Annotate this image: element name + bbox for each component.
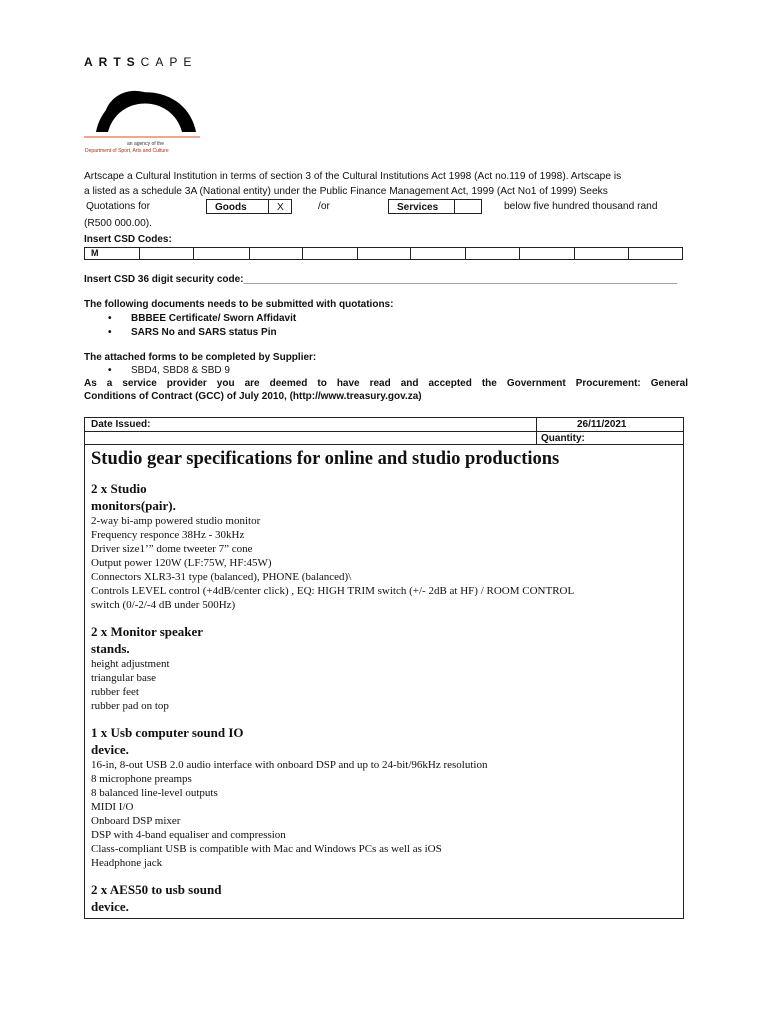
csd-codes-label: Insert CSD Codes: bbox=[84, 234, 172, 245]
spec-item-title: 2 x Studio bbox=[91, 481, 147, 496]
spec-line: Controls LEVEL control (+4dB/center click) , EQ: HIGH TRIM switch (+/- 2dB at HF) / ROOM CONTROL bbox=[91, 585, 575, 597]
date-issued-label: Date Issued: bbox=[91, 419, 151, 430]
goods-box bbox=[206, 199, 292, 214]
forms-section bbox=[84, 351, 688, 403]
intro-amount-line: (R500 000.00). bbox=[84, 218, 152, 229]
csd-cell-4[interactable] bbox=[250, 248, 303, 259]
spec-line: 8 balanced line-level outputs bbox=[91, 787, 218, 799]
specification-content bbox=[91, 448, 681, 915]
below-amount-text: below five hundred thousand rand bbox=[504, 201, 658, 212]
forms-heading: The attached forms to be completed by Supplier: bbox=[84, 352, 317, 363]
gcc-statement-line-1: As a service provider you are deemed to have read and accepted the Government Procurement: General bbox=[84, 378, 688, 389]
intro-paragraph bbox=[84, 170, 690, 232]
spec-item-usb-sound-io bbox=[91, 724, 681, 870]
specifications-heading: Studio gear specifications for online and studio productions bbox=[91, 449, 560, 469]
intro-line-1: Artscape a Cultural Institution in terms of section 3 of the Cultural Institutions Act 1998 (Act no.119 of 1998). Artscape is bbox=[84, 171, 622, 182]
csd-cell-1[interactable]: M bbox=[85, 248, 140, 259]
spec-item-title: device. bbox=[91, 899, 129, 914]
spec-line: rubber pad on top bbox=[91, 700, 169, 712]
spec-item-title: stands. bbox=[91, 641, 130, 656]
spec-line: Driver size1’” dome tweeter 7” cone bbox=[91, 543, 253, 555]
quotations-for-label: Quotations for bbox=[86, 201, 150, 212]
spec-line: 8 microphone preamps bbox=[91, 773, 192, 785]
spec-line: rubber feet bbox=[91, 686, 139, 698]
intro-line-2: a listed as a schedule 3A (National entity) under the Public Finance Management Act, 1999 (Act No1 of 1999) Seeks bbox=[84, 185, 608, 197]
csd-cell-11[interactable] bbox=[629, 248, 682, 259]
gcc-statement-line-2: Conditions of Contract (GCC) of July 2010, (http://www.treasury.gov.za) bbox=[84, 391, 422, 402]
goods-mark[interactable]: X bbox=[277, 202, 284, 213]
spec-item-title: 2 x Monitor speaker bbox=[91, 624, 204, 639]
wordmark-rest: CAPE bbox=[140, 55, 198, 69]
spec-line: Onboard DSP mixer bbox=[91, 815, 181, 827]
quantity-row bbox=[85, 432, 683, 445]
spec-line: triangular base bbox=[91, 672, 157, 684]
artscape-wordmark bbox=[84, 55, 197, 69]
spec-item-monitor-stands bbox=[91, 623, 681, 713]
date-issued-value: 26/11/2021 bbox=[577, 419, 627, 430]
csd-security-code-field[interactable]: Insert CSD 36 digit security code:______________________________________________________________________________ bbox=[84, 274, 678, 285]
spec-line: switch (0/-2/-4 dB under 500Hz) bbox=[91, 599, 236, 611]
csd-cell-5[interactable] bbox=[303, 248, 358, 259]
documents-heading: The following documents needs to be submitted with quotations: bbox=[84, 299, 394, 310]
services-box bbox=[388, 199, 482, 214]
logo-caption-department: Department of Sport, Arts and Culture bbox=[85, 148, 169, 154]
document-item: • SARS No and SARS status Pin bbox=[84, 326, 393, 340]
spec-item-title: device. bbox=[91, 742, 129, 757]
required-documents bbox=[84, 298, 393, 340]
csd-cell-6[interactable] bbox=[358, 248, 411, 259]
csd-cell-2[interactable] bbox=[140, 248, 194, 259]
spec-line: Class-compliant USB is compatible with Mac and Windows PCs as well as iOS bbox=[91, 843, 442, 855]
artscape-logo bbox=[84, 74, 200, 154]
spec-item-aes50-usb bbox=[91, 881, 681, 915]
spec-line: 16-in, 8-out USB 2.0 audio interface with onboard DSP and up to 24-bit/96kHz resolution bbox=[91, 759, 488, 771]
csd-cell-3[interactable] bbox=[194, 248, 250, 259]
csd-cell-10[interactable] bbox=[575, 248, 629, 259]
or-text: /or bbox=[318, 201, 330, 212]
spec-item-title: 1 x Usb computer sound IO bbox=[91, 725, 244, 740]
spec-line: MIDI I/O bbox=[91, 801, 134, 813]
spec-item-studio-monitors bbox=[91, 480, 681, 612]
csd-codes-grid bbox=[84, 247, 683, 260]
csd-cell-9[interactable] bbox=[520, 248, 575, 259]
document-item: • BBBEE Certificate/ Sworn Affidavit bbox=[84, 312, 393, 326]
spec-line: Connectors XLR3-31 type (balanced), PHONE (balanced)\ bbox=[91, 571, 352, 583]
csd-cell-7[interactable] bbox=[411, 248, 466, 259]
csd-cell-8[interactable] bbox=[466, 248, 520, 259]
services-label: Services bbox=[397, 202, 439, 213]
spec-line: 2-way bi-amp powered studio monitor bbox=[91, 515, 261, 527]
spec-item-title: 2 x AES50 to usb sound bbox=[91, 882, 222, 897]
logo-arch-icon bbox=[84, 74, 200, 154]
quantity-label: Quantity: bbox=[541, 433, 585, 444]
wordmark-bold: ARTS bbox=[84, 55, 141, 69]
spec-line: height adjustment bbox=[91, 658, 170, 670]
logo-caption-agency: an agency of the bbox=[127, 141, 164, 147]
quotation-type-row bbox=[84, 199, 690, 217]
forms-item: • SBD4, SBD8 & SBD 9 bbox=[84, 364, 688, 377]
spec-item-title: monitors(pair). bbox=[91, 498, 176, 513]
spec-line: Output power 120W (LF:75W, HF:45W) bbox=[91, 557, 272, 569]
spec-line: DSP with 4-band equaliser and compression bbox=[91, 829, 286, 841]
specification-table bbox=[84, 417, 684, 919]
spec-line: Headphone jack bbox=[91, 857, 163, 869]
spec-line: Frequency responce 38Hz - 30kHz bbox=[91, 529, 245, 541]
goods-label: Goods bbox=[215, 202, 247, 213]
